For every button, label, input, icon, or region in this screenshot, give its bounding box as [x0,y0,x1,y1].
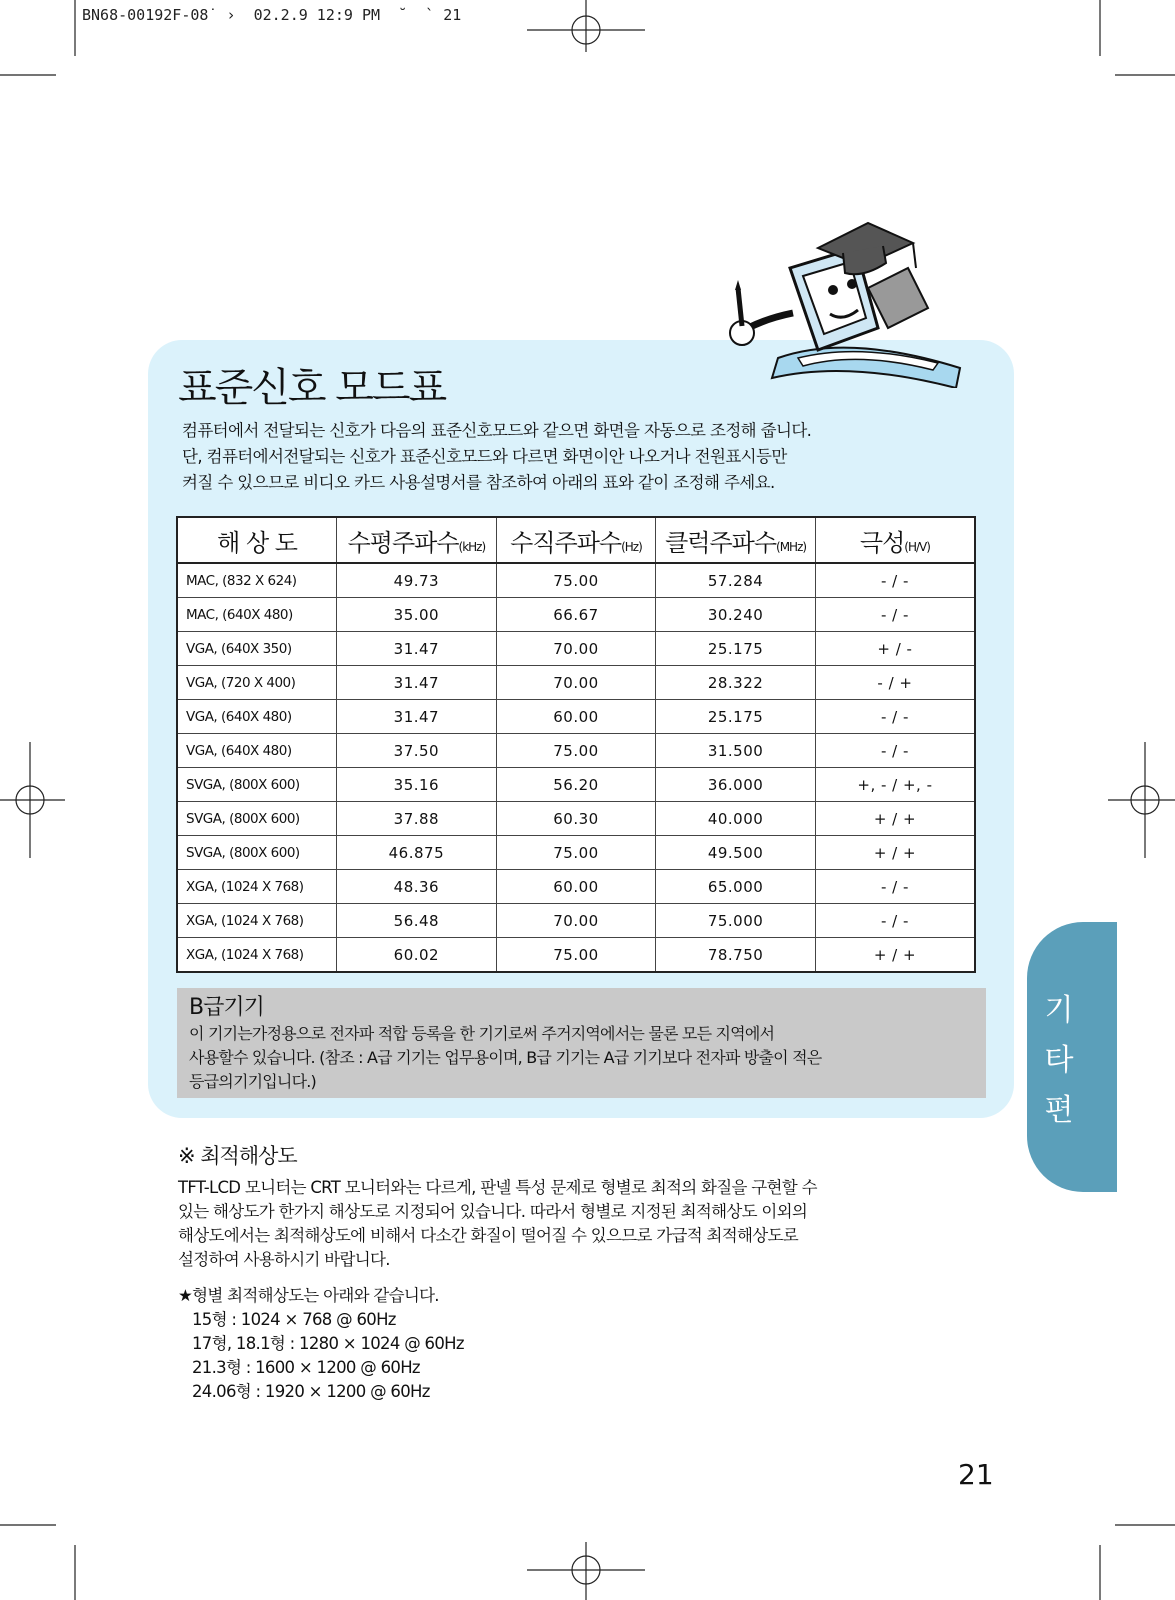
cell-resolution: VGA, (640X 480) [177,734,337,768]
cell-h-freq: 49.73 [337,563,497,598]
cell-resolution: VGA, (640X 350) [177,632,337,666]
cell-h-freq: 31.47 [337,632,497,666]
table-row [177,836,975,870]
cell-v-freq: 60.00 [496,700,656,734]
optimal-line: TFT-LCD 모니터는 CRT 모니터와는 다르게, 판넬 특성 문제로 형별로 최적의 화질을 구현할 수 [178,1178,817,1197]
list-item: 17형, 18.1형 : 1280 × 1024 @ 60Hz [192,1334,464,1353]
cell-v-freq: 60.30 [496,802,656,836]
table-row [177,938,975,973]
table-row [177,904,975,938]
intro-paragraph [182,418,982,496]
table-row [177,598,975,632]
print-header: BN68-00192F-08˙ › 02.2.9 12:9 PM ˘ ` 21 [82,6,462,24]
header-horizontal-frequency: 수평주파수(kHz) [337,517,497,563]
optimal-resolution-list [178,1284,464,1404]
cell-v-freq: 70.00 [496,666,656,700]
cell-clock: 78.750 [656,938,816,973]
cell-resolution: SVGA, (800X 600) [177,836,337,870]
cell-resolution: XGA, (1024 X 768) [177,904,337,938]
b-class-line: 등급의기기입니다.) [189,1072,316,1091]
list-item: 24.06형 : 1920 × 1200 @ 60Hz [192,1382,430,1401]
cell-polarity: - / - [815,870,975,904]
header-polarity: 극성(H/V) [815,517,975,563]
intro-line: 컴퓨터에서 전달되는 신호가 다음의 표준신호모드와 같으면 화면을 자동으로 조정해 줍니다. [182,421,812,440]
table-row [177,870,975,904]
table-row [177,666,975,700]
header-resolution: 해 상 도 [177,517,337,563]
cell-h-freq: 46.875 [337,836,497,870]
cell-resolution: SVGA, (800X 600) [177,802,337,836]
cell-v-freq: 66.67 [496,598,656,632]
cell-polarity: + / + [815,938,975,973]
optimal-line: 설정하여 사용하시기 바랍니다. [178,1250,390,1269]
cell-h-freq: 37.88 [337,802,497,836]
cell-resolution: XGA, (1024 X 768) [177,938,337,973]
cell-polarity: + / + [815,836,975,870]
header-clock-frequency: 클럭주파수(MHz) [656,517,816,563]
side-tab-char: 편 [1044,1093,1074,1128]
side-tab-label [1027,986,1091,1136]
cell-polarity: - / - [815,734,975,768]
b-class-text [189,1022,979,1094]
cell-polarity: - / - [815,598,975,632]
cell-clock: 30.240 [656,598,816,632]
cell-clock: 36.000 [656,768,816,802]
cell-h-freq: 48.36 [337,870,497,904]
list-item: 15형 : 1024 × 768 @ 60Hz [192,1310,396,1329]
cell-v-freq: 75.00 [496,938,656,973]
cell-polarity: + / - [815,632,975,666]
cell-v-freq: 75.00 [496,836,656,870]
cell-v-freq: 75.00 [496,563,656,598]
cell-h-freq: 35.16 [337,768,497,802]
header-vertical-frequency: 수직주파수(Hz) [496,517,656,563]
cell-clock: 31.500 [656,734,816,768]
optimal-resolution-title: ※ 최적해상도 [178,1144,297,1168]
cell-h-freq: 31.47 [337,700,497,734]
cell-clock: 49.500 [656,836,816,870]
cell-clock: 40.000 [656,802,816,836]
cell-clock: 25.175 [656,632,816,666]
cell-h-freq: 31.47 [337,666,497,700]
cell-h-freq: 37.50 [337,734,497,768]
monitor-mascot-illustration [728,218,968,388]
side-tab-char: 기 [1044,993,1074,1028]
optimal-line: 있는 해상도가 한가지 해상도로 지정되어 있습니다. 따라서 형별로 지정된 최적해상도 이외의 [178,1202,808,1221]
cell-polarity: +, - / +, - [815,768,975,802]
table-row [177,802,975,836]
standard-signal-mode-table [176,516,976,973]
cell-polarity: - / - [815,700,975,734]
cell-h-freq: 35.00 [337,598,497,632]
cell-polarity: - / - [815,904,975,938]
list-title: ★형별 최적해상도는 아래와 같습니다. [178,1286,439,1305]
cell-h-freq: 60.02 [337,938,497,973]
cell-v-freq: 60.00 [496,870,656,904]
page-title: 표준신호 모드표 [178,365,446,411]
cell-h-freq: 56.48 [337,904,497,938]
intro-line: 켜질 수 있으므로 비디오 카드 사용설명서를 참조하여 아래의 표와 같이 조정해 주세요. [182,473,775,492]
cell-v-freq: 56.20 [496,768,656,802]
cell-clock: 75.000 [656,904,816,938]
cell-clock: 28.322 [656,666,816,700]
b-class-line: 이 기기는가정용으로 전자파 적합 등록을 한 기기로써 주거지역에서는 물론 모든 지역에서 [189,1024,775,1043]
intro-line: 단, 컴퓨터에서전달되는 신호가 표준신호모드와 다르면 화면이안 나오거나 전원표시등만 [182,447,787,466]
list-item: 21.3형 : 1600 × 1200 @ 60Hz [192,1358,420,1377]
optimal-resolution-text [178,1176,918,1272]
table-row [177,768,975,802]
b-class-title: B급기기 [189,995,264,1020]
cell-v-freq: 70.00 [496,904,656,938]
b-class-line: 사용할수 있습니다. (참조 : A급 기기는 업무용이며, B급 기기는 A급 기기보다 전자파 방출이 적은 [189,1048,822,1067]
cell-polarity: - / - [815,563,975,598]
table-row [177,632,975,666]
cell-polarity: + / + [815,802,975,836]
cell-v-freq: 75.00 [496,734,656,768]
side-tab-char: 타 [1044,1043,1074,1078]
cell-resolution: XGA, (1024 X 768) [177,870,337,904]
page-number: 21 [958,1458,994,1491]
optimal-line: 해상도에서는 최적해상도에 비해서 다소간 화질이 떨어질 수 있으므로 가급적 최적해상도로 [178,1226,798,1245]
cell-resolution: SVGA, (800X 600) [177,768,337,802]
cell-resolution: MAC, (640X 480) [177,598,337,632]
table-row [177,734,975,768]
table-row [177,563,975,598]
cell-v-freq: 70.00 [496,632,656,666]
cell-clock: 57.284 [656,563,816,598]
cell-polarity: - / + [815,666,975,700]
cell-resolution: VGA, (640X 480) [177,700,337,734]
cell-clock: 25.175 [656,700,816,734]
cell-resolution: VGA, (720 X 400) [177,666,337,700]
table-row [177,700,975,734]
table-header-row [177,517,975,563]
cell-resolution: MAC, (832 X 624) [177,563,337,598]
cell-clock: 65.000 [656,870,816,904]
